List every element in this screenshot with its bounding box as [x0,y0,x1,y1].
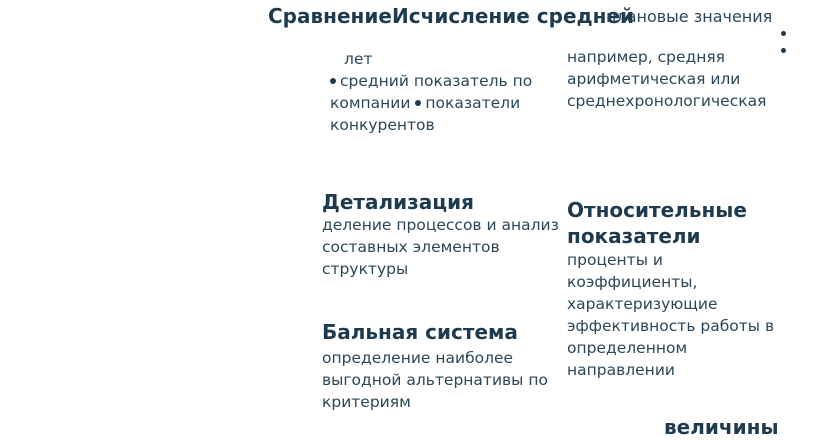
bullet-dot-icon [415,100,421,106]
planned-values-text: плановые значения [606,7,773,26]
bullet-competitors: показатели конкурентов [330,94,521,134]
ball-system-text: определение наиболее выгодной альтернативы по критериям [322,349,548,411]
years-text: лет [344,50,373,68]
bullet-dot-icon [781,31,786,36]
heading-detalization: Детализация [322,190,474,214]
detalization-text: деление процессов и анализ составных элементов структуры [322,216,559,278]
bullet-average-company: средний показатель по компании [330,72,533,112]
heading-average-calculation: Исчисление средней [392,4,635,28]
bullet-dot-icon [781,48,786,53]
heading-ball-system: Бальная система [322,320,518,344]
comparison-bullets [330,70,550,136]
average-examples-text: например, средняя арифметическая или среднехронологическая [567,48,767,110]
bullet-dot-icon [330,78,336,84]
heading-relative-indicators: Относительные показатели [567,198,747,248]
relative-indicators-text: проценты и коэффициенты, характеризующие эффективность работы в определенном направлении [567,251,775,379]
magnitude-text: величины [664,415,779,439]
heading-comparison: Сравнение [268,4,392,28]
